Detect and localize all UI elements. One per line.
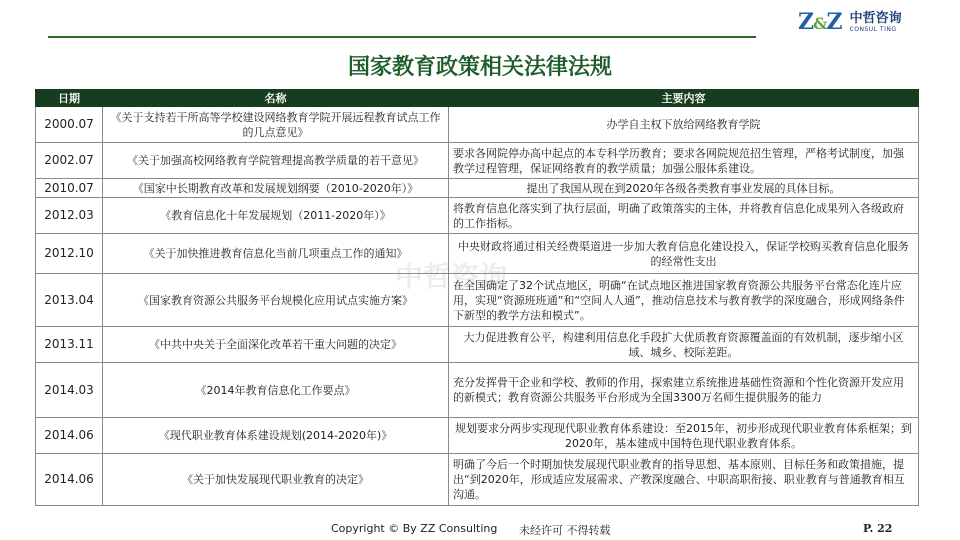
header-date: 日期	[36, 90, 103, 107]
no-reprint-notice: 未经许可 不得转载	[519, 524, 611, 537]
row-name: 《2014年教育信息化工作要点》	[103, 363, 449, 418]
top-divider	[48, 36, 756, 38]
page-number: P. 22	[863, 522, 893, 535]
table-row	[36, 198, 919, 234]
row-date: 2013.11	[36, 327, 103, 363]
logo-text	[850, 12, 902, 33]
row-date: 2013.04	[36, 274, 103, 327]
row-name: 《关于支持若干所高等学校建设网络教育学院开展远程教育试点工作的几点意见》	[103, 107, 449, 143]
table-row	[36, 327, 919, 363]
table-header-row	[36, 90, 919, 107]
table-row	[36, 234, 919, 274]
company-logo	[798, 8, 938, 36]
logo-mark: Z&Z	[798, 9, 842, 35]
row-content: 要求各网院停办高中起点的本专科学历教育；要求各网院规范招生管理，严格考试制度，加强教学过程管理，保证网络教育的教学质量；加强公服体系建设。	[449, 143, 919, 179]
row-name: 《关于加快推进教育信息化当前几项重点工作的通知》	[103, 234, 449, 274]
row-date: 2010.07	[36, 179, 103, 198]
policy-table	[35, 89, 919, 506]
row-content: 规划要求分两步实现现代职业教育体系建设：至2015年，初步形成现代职业教育体系框架；到2020年，基本建成中国特色现代职业教育体系。	[449, 418, 919, 454]
row-date: 2014.06	[36, 454, 103, 506]
row-content: 办学自主权下放给网络教育学院	[449, 107, 919, 143]
row-name: 《现代职业教育体系建设规划(2014-2020年)》	[103, 418, 449, 454]
header-name: 名称	[103, 90, 449, 107]
row-date: 2012.03	[36, 198, 103, 234]
header-content: 主要内容	[449, 90, 919, 107]
row-content: 充分发挥骨干企业和学校、教师的作用，探索建立系统推进基础性资源和个性化资源开发应用的新模式；教育资源公共服务平台形成为全国3300万名师生提供服务的能力	[449, 363, 919, 418]
row-name: 《关于加强高校网络教育学院管理提高教学质量的若干意见》	[103, 143, 449, 179]
row-name: 《教育信息化十年发展规划（2011-2020年）》	[103, 198, 449, 234]
logo-name-en: CONSUL TING	[849, 25, 897, 33]
watermark: 中哲咨询	[395, 260, 508, 293]
table-row	[36, 363, 919, 418]
table-row	[36, 179, 919, 198]
row-name: 《中共中央关于全面深化改革若干重大问题的决定》	[103, 327, 449, 363]
row-date: 2002.07	[36, 143, 103, 179]
copyright-text: Copyright © By ZZ Consulting	[331, 522, 498, 535]
row-content: 大力促进教育公平，构建利用信息化手段扩大优质教育资源覆盖面的有效机制，逐步缩小区域、城乡、校际差距。	[449, 327, 919, 363]
page-title: 国家教育政策相关法律法规	[347, 55, 612, 80]
table-row	[36, 107, 919, 143]
row-content: 将教育信息化落实到了执行层面，明确了政策落实的主体，并将教育信息化成果列入各级政府的工作指标。	[449, 198, 919, 234]
table-row	[36, 454, 919, 506]
row-name: 《关于加快发展现代职业教育的决定》	[103, 454, 449, 506]
table-row	[36, 143, 919, 179]
row-content: 明确了今后一个时期加快发展现代职业教育的指导思想、基本原则、目标任务和政策措施，提出“到2020年，形成适应发展需求、产教深度融合、中职高职衔接、职业教育与普通教育相互沟通。	[449, 454, 919, 506]
row-content: 提出了我国从现在到2020年各级各类教育事业发展的具体目标。	[449, 179, 919, 198]
row-date: 2014.03	[36, 363, 103, 418]
row-name: 《国家教育资源公共服务平台规模化应用试点实施方案》	[103, 274, 449, 327]
row-date: 2014.06	[36, 418, 103, 454]
logo-name-cn: 中哲咨询	[849, 10, 902, 26]
table-row	[36, 418, 919, 454]
footer	[0, 520, 960, 538]
row-date: 2000.07	[36, 107, 103, 143]
row-content: 在全国确定了32个试点地区，明确“在试点地区推进国家教育资源公共服务平台常态化连片应用，实现“资源班班通”和“空间人人通”，推动信息技术与教育教学的深度融合，形成网络条件下新型的教学方法和模式”。	[449, 274, 919, 327]
row-date: 2012.10	[36, 234, 103, 274]
row-name: 《国家中长期教育改革和发展规划纲要（2010-2020年）》	[103, 179, 449, 198]
row-content: 中央财政将通过相关经费渠道进一步加大教育信息化建设投入，保证学校购买教育信息化服务的经常性支出	[449, 234, 919, 274]
table-row	[36, 274, 919, 327]
